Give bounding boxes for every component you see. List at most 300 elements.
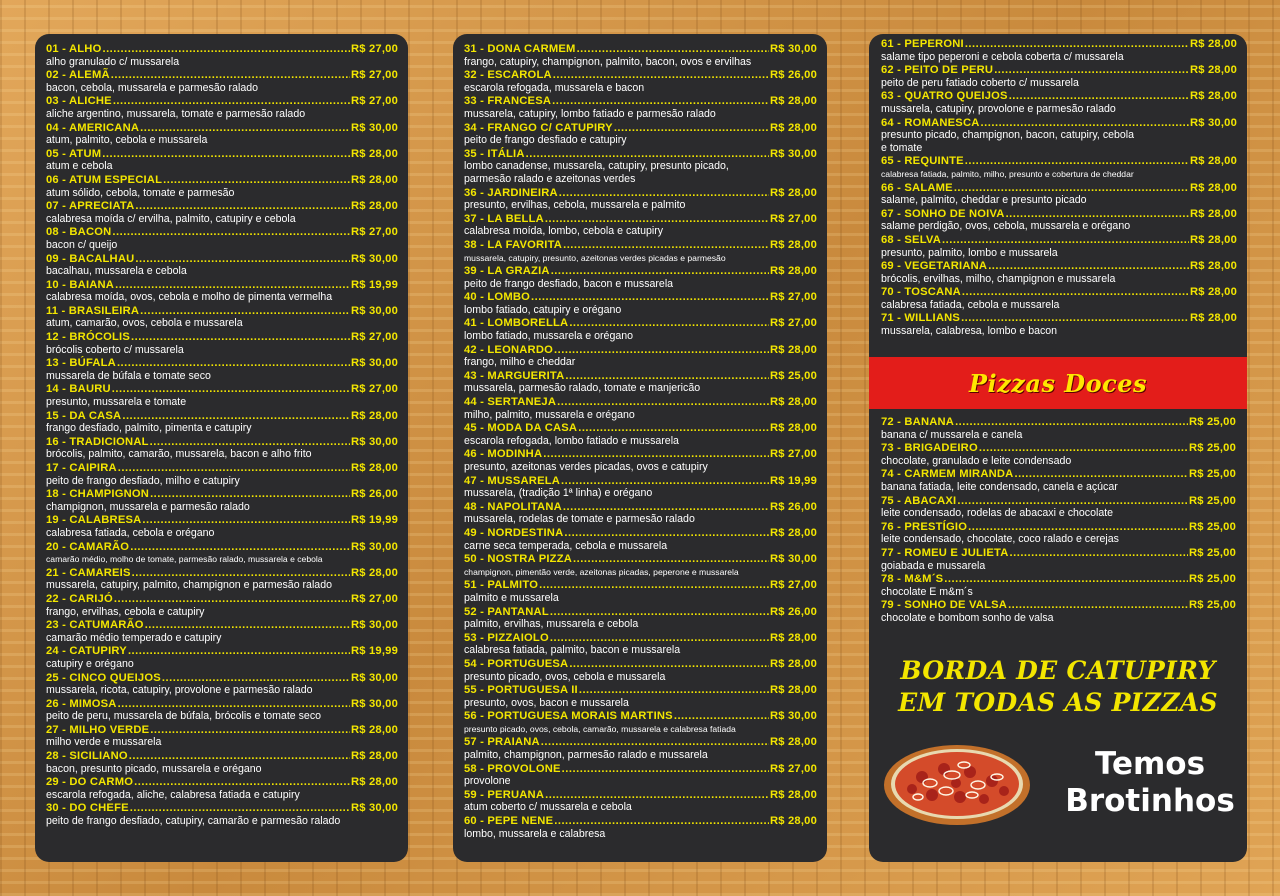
menu-item-price: R$ 27,00 bbox=[769, 448, 817, 461]
menu-item-price: R$ 28,00 bbox=[350, 409, 398, 422]
menu-item bbox=[881, 599, 1236, 624]
menu-item bbox=[46, 619, 398, 644]
menu-item bbox=[46, 776, 398, 801]
dot-leader bbox=[551, 265, 769, 278]
menu-item-description: frango, catupiry, champignon, palmito, bacon, ovos e ervilhas bbox=[464, 55, 752, 68]
dot-leader bbox=[543, 448, 769, 461]
menu-item-description: mussarela, catupiry, provolone e parmesão ralado bbox=[881, 102, 1116, 115]
menu-item-description: brócolis, ervilhas, milho, champignon e mussarela bbox=[881, 272, 1116, 285]
dot-leader bbox=[559, 187, 769, 200]
menu-item bbox=[46, 488, 398, 513]
dot-leader bbox=[112, 226, 350, 239]
menu-item-name: 24 - CATUPIRY bbox=[46, 645, 127, 658]
menu-item bbox=[881, 155, 1237, 180]
menu-item bbox=[46, 462, 398, 487]
menu-item-price: R$ 27,00 bbox=[350, 43, 398, 55]
menu-item bbox=[46, 672, 398, 697]
dot-leader bbox=[563, 501, 769, 514]
pizzas-doces-banner bbox=[869, 357, 1247, 409]
dot-leader bbox=[981, 117, 1189, 130]
menu-item-price: R$ 30,00 bbox=[350, 304, 398, 317]
menu-item bbox=[46, 750, 398, 775]
menu-item bbox=[464, 658, 817, 683]
menu-item-price: R$ 25,00 bbox=[1188, 442, 1236, 455]
menu-item-description: presunto, palmito, lombo e mussarela bbox=[881, 246, 1058, 259]
dot-leader bbox=[562, 763, 769, 776]
dot-leader bbox=[561, 475, 769, 488]
menu-item-name: 40 - LOMBO bbox=[464, 291, 531, 304]
menu-item-description: atum e cebola bbox=[46, 160, 113, 173]
menu-item-name: 49 - NORDESTINA bbox=[464, 526, 564, 539]
menu-item bbox=[881, 495, 1236, 520]
menu-item-price: R$ 30,00 bbox=[350, 540, 398, 553]
dot-leader bbox=[1014, 468, 1188, 481]
dot-leader bbox=[102, 43, 350, 56]
menu-item-name: 20 - CAMARÃO bbox=[46, 540, 130, 553]
menu-item-price: R$ 28,00 bbox=[1189, 260, 1237, 273]
menu-item-price: R$ 25,00 bbox=[1188, 494, 1236, 507]
dot-leader bbox=[130, 802, 350, 815]
menu-item-name: 41 - LOMBORELLA bbox=[464, 317, 569, 330]
menu-item bbox=[881, 260, 1237, 285]
dot-leader bbox=[162, 672, 350, 685]
menu-item-description: mussarela, catupiry, presunto, azeitonas verdes picadas e parmesão bbox=[464, 252, 726, 263]
dot-leader bbox=[131, 331, 350, 344]
dot-leader bbox=[135, 200, 350, 213]
dot-leader bbox=[112, 383, 350, 396]
menu-item-price: R$ 28,00 bbox=[769, 631, 817, 644]
menu-item-description: calabresa fatiada, palmito, bacon e mussarela bbox=[464, 644, 681, 657]
menu-item-description: calabresa moída, lombo, cebola e catupiry bbox=[464, 225, 664, 238]
menu-item-description: presunto, azeitonas verdes picadas, ovos e catupiry bbox=[464, 461, 708, 473]
menu-item-price: R$ 28,00 bbox=[1189, 64, 1237, 77]
menu-item-description: presunto picado, champignon, bacon, catupiry, cebola bbox=[881, 129, 1135, 142]
menu-item-name: 10 - BAIANA bbox=[46, 278, 115, 291]
menu-item-name: 17 - CAIPIRA bbox=[46, 462, 117, 474]
menu-item-price: R$ 19,99 bbox=[769, 474, 817, 487]
menu-item-price: R$ 27,00 bbox=[769, 291, 817, 304]
menu-item-description: atum sólido, cebola, tomate e parmesão bbox=[46, 186, 235, 199]
menu-item bbox=[46, 436, 398, 461]
menu-item bbox=[464, 527, 817, 552]
menu-item-description: salame tipo peperoni e cebola coberta c/ mussarela bbox=[881, 50, 1124, 63]
dot-leader bbox=[142, 514, 350, 527]
menu-item-name: 34 - FRANGO C/ CATUPIRY bbox=[464, 121, 613, 134]
dot-leader bbox=[955, 416, 1188, 429]
borda-line-1: BORDA DE CATUPIRY bbox=[900, 656, 1216, 685]
menu-item-description: chocolate e bombom sonho de valsa bbox=[881, 611, 1054, 624]
menu-item-price: R$ 30,00 bbox=[769, 710, 817, 723]
dot-leader bbox=[944, 573, 1188, 586]
menu-item-description: escarola refogada, lombo fatiado e mussarela bbox=[464, 434, 679, 447]
dot-leader bbox=[988, 260, 1189, 273]
menu-item bbox=[464, 710, 817, 735]
menu-item-name: 22 - CARIJÓ bbox=[46, 592, 113, 605]
menu-item bbox=[46, 541, 398, 566]
menu-item-name: 30 - DO CHEFE bbox=[46, 802, 129, 815]
borda-line-2: EM TODAS AS PIZZAS bbox=[898, 688, 1218, 717]
menu-item-price: R$ 27,00 bbox=[350, 69, 398, 82]
menu-item-description: peito de frango desfiado, bacon e mussarela bbox=[464, 277, 674, 290]
menu-item-price: R$ 28,00 bbox=[769, 343, 817, 356]
menu-item-description: calabresa fatiada, cebola e orégano bbox=[46, 526, 215, 539]
menu-item-description: bacalhau, mussarela e cebola bbox=[46, 265, 187, 278]
dot-leader bbox=[961, 312, 1189, 325]
menu-item-description: banana c/ mussarela e canela bbox=[881, 428, 1023, 441]
dot-leader bbox=[102, 148, 350, 161]
menu-item-price: R$ 28,00 bbox=[350, 147, 398, 160]
menu-item-name: 45 - MODA DA CASA bbox=[464, 422, 578, 435]
menu-item-description: camarão médio, molho de tomate, parmesão ralado, mussarela e cebola bbox=[46, 554, 323, 565]
menu-item bbox=[46, 279, 398, 304]
menu-item-price: R$ 30,00 bbox=[350, 121, 398, 134]
menu-item-price: R$ 28,00 bbox=[769, 396, 817, 409]
menu-item-price: R$ 28,00 bbox=[1189, 233, 1237, 246]
menu-item-name: 78 - M&M´S bbox=[881, 573, 944, 586]
dot-leader bbox=[968, 521, 1188, 534]
temos-brotinhos bbox=[1050, 746, 1250, 820]
menu-item bbox=[464, 789, 817, 814]
menu-item-description: calabresa fatiada, cebola e mussarela bbox=[881, 298, 1060, 311]
menu-item bbox=[881, 442, 1236, 467]
dot-leader bbox=[134, 776, 350, 789]
menu-item-description: escarola refogada, aliche, calabresa fatiada e catupiry bbox=[46, 788, 300, 801]
menu-item-price: R$ 30,00 bbox=[350, 697, 398, 710]
menu-item-description: lombo, mussarela e calabresa bbox=[464, 827, 606, 840]
menu-item-description: calabresa fatiada, palmito, milho, presunto e cobertura de cheddar bbox=[881, 168, 1134, 179]
menu-item-name: 16 - TRADICIONAL bbox=[46, 435, 149, 448]
dot-leader bbox=[145, 619, 350, 632]
menu-item-price: R$ 25,00 bbox=[1188, 546, 1236, 559]
menu-item-price: R$ 30,00 bbox=[350, 435, 398, 448]
menu-item-price: R$ 28,00 bbox=[1189, 90, 1237, 103]
menu-item bbox=[881, 468, 1236, 493]
menu-item bbox=[46, 43, 398, 68]
menu-item-price: R$ 25,00 bbox=[1188, 573, 1236, 586]
menu-item-description: champignon, mussarela e parmesão ralado bbox=[46, 500, 250, 513]
menu-item-description: mussarela, calabresa, lombo e bacon bbox=[881, 325, 1058, 338]
dot-leader bbox=[1009, 90, 1189, 103]
menu-item-price: R$ 28,00 bbox=[769, 238, 817, 251]
menu-item-name: 05 - ATUM bbox=[46, 147, 102, 160]
menu-item bbox=[464, 187, 817, 212]
menu-item-name: 57 - PRAIANA bbox=[464, 736, 540, 749]
menu-item-description: alho granulado c/ mussarela bbox=[46, 55, 180, 68]
menu-item-name: 07 - APRECIATA bbox=[46, 200, 135, 213]
menu-item-description: atum, palmito, cebola e mussarela bbox=[46, 134, 208, 147]
menu-item-name: 60 - PEPE NENE bbox=[464, 815, 554, 828]
menu-item bbox=[46, 305, 398, 330]
menu-item bbox=[464, 684, 817, 709]
menu-item-description: parmesão ralado e azeitonas verdes bbox=[464, 172, 636, 185]
menu-item-name: 44 - SERTANEJA bbox=[464, 396, 557, 409]
menu-item-name: 42 - LEONARDO bbox=[464, 343, 554, 356]
dot-leader bbox=[965, 38, 1189, 51]
menu-item-price: R$ 25,00 bbox=[1188, 520, 1236, 533]
menu-item bbox=[46, 802, 398, 827]
menu-item-price: R$ 28,00 bbox=[769, 736, 817, 749]
menu-item-name: 67 - SONHO DE NOIVA bbox=[881, 207, 1005, 220]
menu-item-description: catupiry e orégano bbox=[46, 657, 134, 670]
dot-leader bbox=[554, 344, 769, 357]
menu-item-price: R$ 28,00 bbox=[1189, 286, 1237, 299]
menu-item-name: 59 - PERUANA bbox=[464, 788, 545, 801]
menu-item-name: 32 - ESCAROLA bbox=[464, 69, 552, 82]
menu-item-price: R$ 26,00 bbox=[769, 605, 817, 618]
menu-item-description: leite condensado, rodelas de abacaxi e chocolate bbox=[881, 507, 1114, 520]
dot-leader bbox=[1006, 208, 1189, 221]
dot-leader bbox=[128, 645, 350, 658]
menu-item-description: mussarela, catupiry, palmito, champignon e parmesão ralado bbox=[46, 579, 332, 592]
menu-item-price: R$ 30,00 bbox=[769, 147, 817, 160]
menu-item-price: R$ 27,00 bbox=[350, 592, 398, 605]
menu-item bbox=[46, 122, 398, 147]
menu-item-name: 19 - CALABRESA bbox=[46, 514, 142, 527]
menu-item-price: R$ 30,00 bbox=[769, 553, 817, 566]
menu-item bbox=[464, 606, 817, 631]
menu-item-price: R$ 19,99 bbox=[350, 514, 398, 527]
dot-leader bbox=[557, 396, 769, 409]
dot-leader bbox=[132, 567, 350, 580]
menu-column-1 bbox=[35, 34, 408, 862]
menu-item-description: lombo fatiado, catupiry e orégano bbox=[464, 303, 622, 316]
menu-item bbox=[46, 95, 398, 120]
menu-item-name: 76 - PRESTÍGIO bbox=[881, 520, 968, 533]
menu-item bbox=[881, 182, 1237, 207]
menu-item bbox=[464, 579, 817, 604]
dot-leader bbox=[114, 593, 350, 606]
menu-item bbox=[881, 286, 1237, 311]
menu-item bbox=[46, 226, 398, 251]
menu-item bbox=[46, 593, 398, 618]
menu-item-name: 48 - NAPOLITANA bbox=[464, 500, 562, 513]
menu-item-description: mussarela, ricota, catupiry, provolone e parmesão ralado bbox=[46, 684, 313, 697]
dot-leader bbox=[541, 736, 769, 749]
menu-item bbox=[881, 208, 1237, 233]
menu-item bbox=[46, 410, 398, 435]
menu-item-name: 70 - TOSCANA bbox=[881, 286, 961, 299]
dot-leader bbox=[552, 95, 769, 108]
menu-item-name: 13 - BÚFALA bbox=[46, 357, 116, 370]
menu-item bbox=[46, 69, 398, 94]
menu-item-price: R$ 30,00 bbox=[350, 671, 398, 684]
menu-item-description: carne seca temperada, cebola e mussarela bbox=[464, 539, 668, 552]
menu-item bbox=[464, 317, 817, 342]
menu-item-price: R$ 25,00 bbox=[1188, 416, 1236, 428]
menu-item bbox=[881, 312, 1237, 337]
menu-item-price: R$ 28,00 bbox=[769, 265, 817, 278]
menu-item-description: mussarela, (tradição 1ª linha) e orégano bbox=[464, 487, 653, 500]
dot-leader bbox=[545, 789, 769, 802]
menu-item-name: 47 - MUSSARELA bbox=[464, 474, 561, 487]
menu-item bbox=[46, 148, 398, 173]
menu-item-price: R$ 25,00 bbox=[769, 369, 817, 382]
menu-item bbox=[46, 253, 398, 278]
menu-item-name: 26 - MIMOSA bbox=[46, 697, 117, 710]
menu-item bbox=[464, 422, 817, 447]
menu-item-name: 52 - PANTANAL bbox=[464, 605, 549, 618]
menu-item-price: R$ 30,00 bbox=[350, 619, 398, 632]
menu-item-name: 55 - PORTUGUESA II bbox=[464, 684, 578, 697]
menu-item-name: 77 - ROMEU E JULIETA bbox=[881, 546, 1009, 559]
menu-item-price: R$ 28,00 bbox=[769, 95, 817, 108]
menu-item-description: provolone bbox=[464, 775, 511, 788]
brotinhos-line-2: Brotinhos bbox=[1065, 783, 1235, 819]
menu-item-description: banana fatiada, leite condensado, canela e açúcar bbox=[881, 480, 1118, 493]
menu-item-description: peito de frango desfiado e catupiry bbox=[464, 134, 627, 147]
menu-item-name: 75 - ABACAXI bbox=[881, 494, 957, 507]
dot-leader bbox=[578, 422, 769, 435]
menu-item-description: lombo fatiado, mussarela e orégano bbox=[464, 330, 634, 343]
menu-item bbox=[464, 148, 817, 186]
dot-leader bbox=[965, 155, 1189, 168]
dot-leader bbox=[577, 43, 769, 56]
dot-leader bbox=[569, 317, 769, 330]
menu-item bbox=[881, 521, 1236, 546]
menu-item-description: brócolis coberto c/ mussarela bbox=[46, 343, 184, 356]
menu-item-name: 66 - SALAME bbox=[881, 181, 953, 194]
menu-item-price: R$ 28,00 bbox=[350, 776, 398, 789]
menu-item-name: 06 - ATUM ESPECIAL bbox=[46, 173, 163, 186]
menu-item-price: R$ 27,00 bbox=[350, 226, 398, 239]
menu-item-description: bacon c/ queijo bbox=[46, 238, 118, 251]
menu-item bbox=[464, 736, 817, 761]
menu-item bbox=[881, 117, 1237, 155]
menu-item-description: mussarela, catupiry, lombo fatiado e parmesão ralado bbox=[464, 107, 716, 120]
dot-leader bbox=[962, 286, 1189, 299]
menu-item-description: palmito, champignon, parmesão ralado e mussarela bbox=[464, 749, 708, 762]
menu-item-price: R$ 26,00 bbox=[769, 69, 817, 82]
menu-item-price: R$ 27,00 bbox=[350, 331, 398, 344]
menu-item-name: 54 - PORTUGUESA bbox=[464, 657, 569, 670]
dot-leader bbox=[579, 684, 769, 697]
menu-item bbox=[881, 234, 1237, 259]
menu-item-name: 15 - DA CASA bbox=[46, 409, 122, 422]
menu-item-price: R$ 26,00 bbox=[769, 500, 817, 513]
menu-item-price: R$ 28,00 bbox=[350, 566, 398, 579]
dot-leader bbox=[957, 495, 1188, 508]
dot-leader bbox=[565, 370, 769, 383]
menu-item bbox=[46, 514, 398, 539]
dot-leader bbox=[150, 488, 350, 501]
menu-item bbox=[464, 213, 817, 238]
menu-item-description: atum coberto c/ mussarela e cebola bbox=[464, 801, 632, 814]
dot-leader bbox=[117, 357, 350, 370]
menu-item-description: presunto, mussarela e tomate bbox=[46, 396, 187, 409]
dot-leader bbox=[130, 541, 350, 554]
menu-item bbox=[46, 200, 398, 225]
dot-leader bbox=[135, 253, 350, 266]
menu-item bbox=[464, 553, 817, 578]
dot-leader bbox=[954, 182, 1189, 195]
menu-item-name: 31 - DONA CARMEM bbox=[464, 43, 576, 55]
menu-item-price: R$ 28,00 bbox=[1189, 312, 1237, 325]
dot-leader bbox=[1008, 599, 1188, 612]
dot-leader bbox=[550, 606, 769, 619]
dot-leader bbox=[553, 69, 769, 82]
menu-item-description: mussarela de búfala e tomate seco bbox=[46, 369, 211, 382]
menu-item-price: R$ 28,00 bbox=[769, 526, 817, 539]
dot-leader bbox=[531, 291, 769, 304]
menu-item-price: R$ 30,00 bbox=[350, 252, 398, 265]
menu-item-name: 39 - LA GRAZIA bbox=[464, 265, 550, 278]
menu-item-name: 35 - ITÁLIA bbox=[464, 147, 525, 160]
menu-item-description: lombo canadense, mussarela, catupiry, presunto picado, bbox=[464, 160, 729, 173]
dot-leader bbox=[979, 442, 1188, 455]
menu-item-name: 79 - SONHO DE VALSA bbox=[881, 599, 1008, 612]
menu-item-name: 71 - WILLIANS bbox=[881, 312, 961, 325]
menu-item-price: R$ 28,00 bbox=[769, 121, 817, 134]
menu-item-price: R$ 28,00 bbox=[350, 723, 398, 736]
menu-item-name: 73 - BRIGADEIRO bbox=[881, 442, 978, 455]
menu-item-description: frango, ervilhas, cebola e catupiry bbox=[46, 605, 205, 618]
menu-item-price: R$ 28,00 bbox=[769, 815, 817, 828]
menu-item bbox=[464, 265, 817, 290]
menu-item-price: R$ 27,00 bbox=[769, 762, 817, 775]
dot-leader bbox=[115, 279, 350, 292]
menu-item-price: R$ 28,00 bbox=[350, 200, 398, 213]
dot-leader bbox=[118, 462, 350, 475]
menu-item-price: R$ 19,99 bbox=[350, 645, 398, 658]
menu-item bbox=[464, 396, 817, 421]
borda-catupiry-notice bbox=[869, 655, 1247, 719]
menu-item-description: peito de peru fatiado coberto c/ mussarela bbox=[881, 76, 1079, 89]
menu-item bbox=[46, 331, 398, 356]
menu-item-description: camarão médio temperado e catupiry bbox=[46, 631, 222, 644]
menu-item-price: R$ 27,00 bbox=[769, 579, 817, 592]
menu-item-description: bacon, cebola, mussarela e parmesão ralado bbox=[46, 81, 258, 94]
menu-item-description: milho verde e mussarela bbox=[46, 736, 162, 749]
menu-item-description: aliche argentino, mussarela, tomate e parmesão ralado bbox=[46, 107, 306, 120]
menu-item-name: 01 - ALHO bbox=[46, 43, 102, 55]
dot-leader bbox=[526, 148, 769, 161]
menu-item-price: R$ 27,00 bbox=[769, 317, 817, 330]
menu-item-name: 50 - NOSTRA PIZZA bbox=[464, 553, 573, 566]
menu-item-name: 14 - BAURU bbox=[46, 383, 111, 396]
menu-item bbox=[464, 448, 817, 473]
menu-item-name: 08 - BACON bbox=[46, 226, 112, 239]
menu-item-description: salame, palmito, cheddar e presunto picado bbox=[881, 194, 1087, 207]
menu-item bbox=[464, 475, 817, 500]
menu-item-description: champignon, pimentão verde, azeitonas picadas, peperone e mussarela bbox=[464, 566, 739, 577]
menu-item-name: 63 - QUATRO QUEIJOS bbox=[881, 90, 1008, 103]
menu-item-description: leite condensado, chocolate, coco ralado e cerejas bbox=[881, 533, 1119, 546]
dot-leader bbox=[569, 658, 769, 671]
menu-item bbox=[464, 291, 817, 316]
menu-item bbox=[464, 370, 817, 395]
dot-leader bbox=[994, 64, 1189, 77]
pizza-image bbox=[882, 739, 1032, 827]
menu-item-name: 68 - SELVA bbox=[881, 233, 942, 246]
menu-item-name: 18 - CHAMPIGNON bbox=[46, 488, 150, 501]
menu-item bbox=[46, 724, 398, 749]
menu-item-name: 51 - PALMITO bbox=[464, 579, 539, 592]
menu-item-description: calabresa moída c/ ervilha, palmito, catupiry e cebola bbox=[46, 212, 296, 225]
dot-leader bbox=[111, 69, 350, 82]
menu-item bbox=[881, 573, 1236, 598]
menu-item-price: R$ 28,00 bbox=[350, 462, 398, 474]
menu-item bbox=[46, 567, 398, 592]
menu-item-price: R$ 30,00 bbox=[769, 43, 817, 55]
menu-item-name: 02 - ALEMÃ bbox=[46, 69, 110, 82]
dot-leader bbox=[614, 122, 769, 135]
menu-item bbox=[464, 95, 817, 120]
menu-item-description: calabresa moída, ovos, cebola e molho de pimenta vermelha bbox=[46, 291, 333, 304]
menu-item-name: 56 - PORTUGUESA MORAIS MARTINS bbox=[464, 710, 673, 723]
pizzas-doces-list bbox=[881, 416, 1236, 626]
menu-item bbox=[464, 43, 817, 68]
menu-item-name: 58 - PROVOLONE bbox=[464, 762, 561, 775]
